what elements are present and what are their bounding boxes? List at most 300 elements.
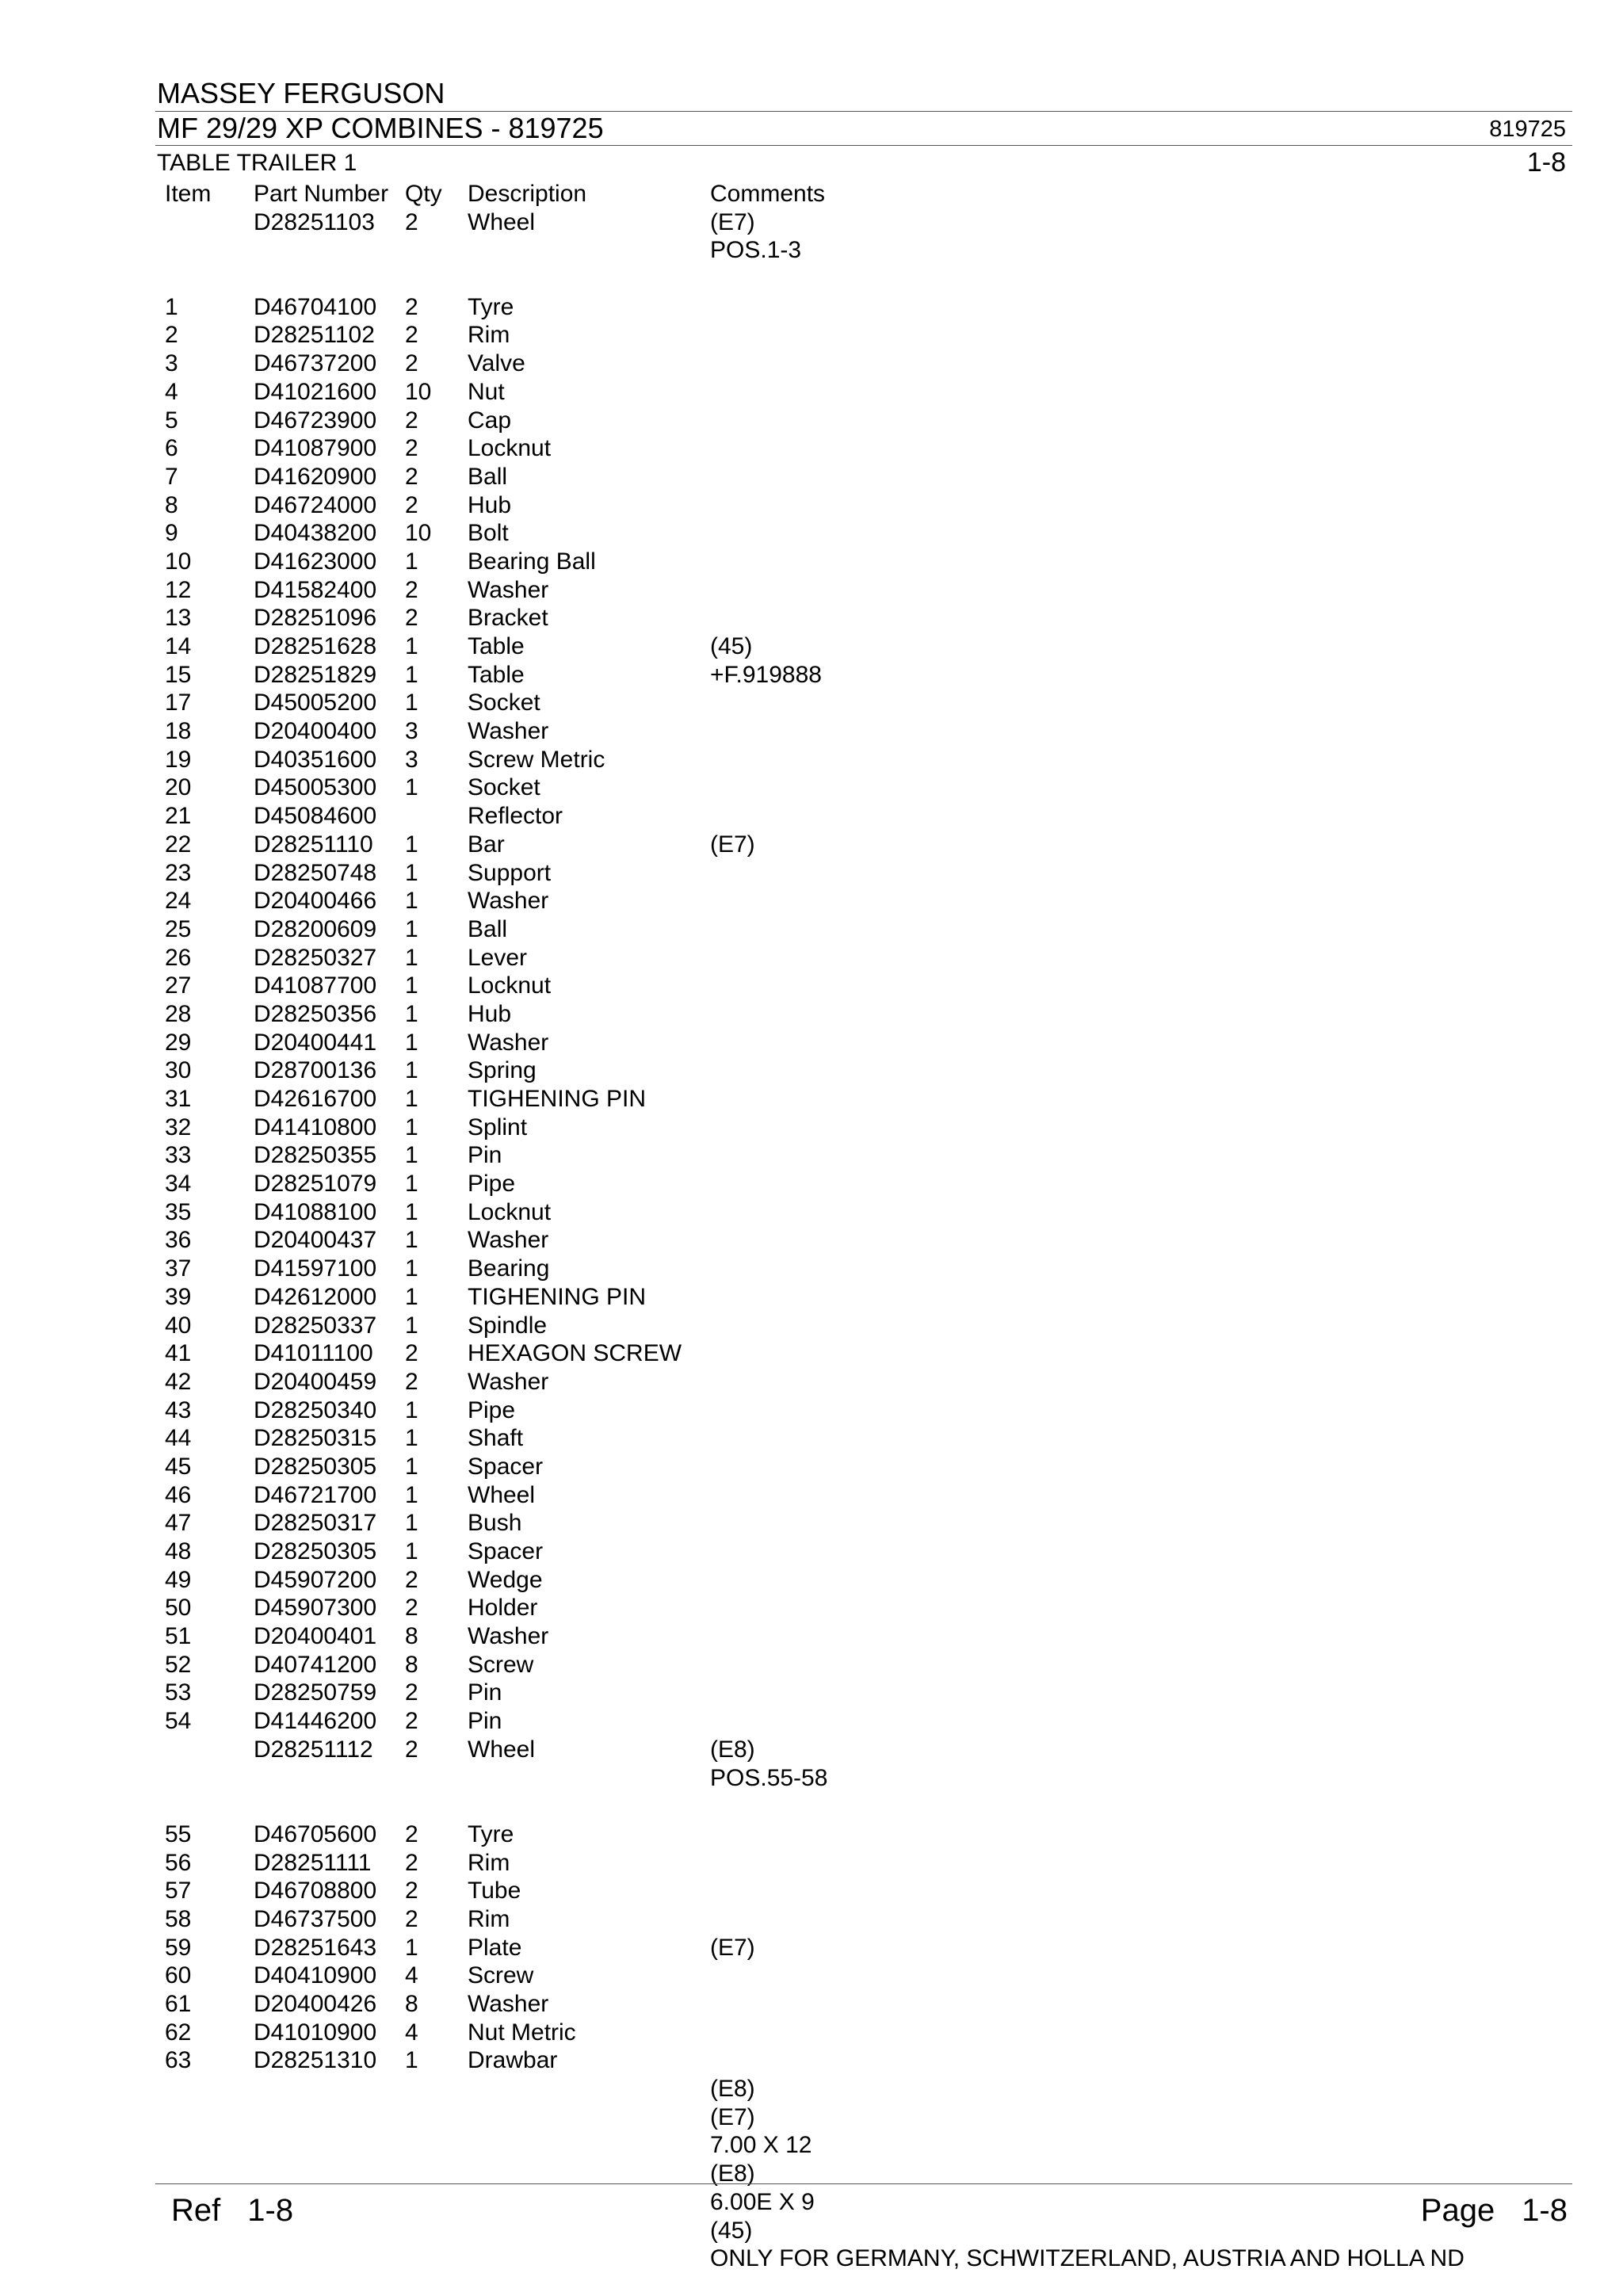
cell-item: 22 [165, 831, 192, 858]
cell-part-number: D41582400 [254, 576, 377, 603]
cell-qty: 2 [405, 491, 418, 518]
cell-part-number: D41620900 [254, 463, 377, 490]
cell-item: 36 [165, 1227, 192, 1254]
cell-part-number: D20400400 [254, 718, 377, 745]
cell-part-number: D28251112 [254, 1736, 373, 1763]
footer-page-value: 1-8 [1522, 2193, 1568, 2228]
cell-qty: 1 [405, 548, 418, 575]
cell-item: 28 [165, 1000, 192, 1027]
cell-qty: 3 [405, 746, 418, 773]
cell-comments: ONLY FOR GERMANY, SCHWITZERLAND, AUSTRIA AND HOLLA ND [710, 2245, 1465, 2272]
cell-comments: (E8) [710, 2160, 755, 2187]
table-row [165, 2046, 1575, 2075]
table-row [165, 293, 1575, 322]
cell-description: Rim [468, 1849, 510, 1876]
cell-item: 8 [165, 491, 178, 518]
cell-description: Spring [468, 1057, 537, 1084]
cell-description: Washer [468, 576, 549, 603]
cell-item: 47 [165, 1510, 192, 1537]
cell-description: TIGHENING PIN [468, 1283, 647, 1310]
cell-part-number: D20400401 [254, 1623, 377, 1650]
cell-part-number: D20400437 [254, 1227, 377, 1254]
cell-qty: 2 [405, 1708, 418, 1735]
cell-comments: (E7) [710, 831, 755, 858]
cell-comments: (E7) [710, 2103, 755, 2130]
cell-item: 42 [165, 1368, 192, 1395]
cell-qty: 10 [405, 378, 432, 405]
table-row [165, 689, 1575, 717]
cell-item: 44 [165, 1425, 192, 1452]
table-row [165, 2244, 1575, 2273]
cell-item: 7 [165, 463, 178, 490]
cell-item: 30 [165, 1057, 192, 1084]
cell-item: 56 [165, 1849, 192, 1876]
column-header-item: Item [165, 181, 212, 207]
cell-item: 63 [165, 2047, 192, 2074]
table-row [165, 407, 1575, 435]
cell-qty: 1 [405, 1538, 418, 1564]
cell-qty: 2 [405, 1820, 418, 1847]
cell-part-number: D41088100 [254, 1198, 377, 1225]
table-row [165, 1509, 1575, 1538]
cell-description: Hub [468, 1000, 512, 1027]
table-row [165, 1566, 1575, 1595]
cell-item: 1 [165, 293, 178, 320]
cell-part-number: D41087900 [254, 435, 377, 462]
cell-item: 5 [165, 407, 178, 434]
table-row [165, 1114, 1575, 1142]
table-row [165, 1085, 1575, 1114]
cell-qty: 1 [405, 1198, 418, 1225]
cell-part-number: D28251110 [254, 831, 373, 858]
cell-description: Pin [468, 1679, 502, 1706]
cell-part-number: D28250759 [254, 1679, 377, 1706]
cell-item: 21 [165, 803, 192, 830]
cell-description: Washer [468, 1623, 549, 1650]
cell-item: 2 [165, 322, 178, 349]
document-number: 819725 [1489, 117, 1566, 142]
cell-part-number: D20400426 [254, 1991, 377, 2017]
cell-part-number: D28251079 [254, 1171, 377, 1198]
cell-item: 57 [165, 1878, 192, 1904]
cell-item: 48 [165, 1538, 192, 1564]
cell-qty: 4 [405, 2019, 418, 2046]
column-header-part-number: Part Number [254, 181, 389, 207]
table-row [165, 491, 1575, 520]
cell-item: 6 [165, 435, 178, 462]
table-row [165, 1424, 1575, 1453]
table-row [165, 236, 1575, 265]
cell-part-number: D28250327 [254, 944, 377, 971]
cell-item: 49 [165, 1566, 192, 1593]
footer-page [1421, 2191, 1568, 2229]
table-row [165, 831, 1575, 859]
table-row [165, 2217, 1575, 2245]
cell-qty: 1 [405, 774, 418, 801]
cell-item: 59 [165, 1934, 192, 1961]
cell-qty: 1 [405, 1312, 418, 1339]
cell-description: Pin [468, 1142, 502, 1169]
cell-description: Support [468, 859, 552, 886]
cell-qty: 2 [405, 1679, 418, 1706]
cell-part-number: D28250355 [254, 1142, 377, 1169]
cell-part-number: D20400466 [254, 888, 377, 915]
cell-part-number: D46704100 [254, 293, 377, 320]
footer-page-label: Page [1420, 2193, 1495, 2228]
table-row [165, 632, 1575, 661]
cell-part-number: D28251310 [254, 2047, 377, 2074]
table-row [165, 1679, 1575, 1707]
cell-part-number: D46705600 [254, 1820, 377, 1847]
cell-comments: POS.1-3 [710, 237, 802, 264]
cell-item: 26 [165, 944, 192, 971]
cell-comments: 7.00 X 12 [710, 2132, 812, 2159]
cell-part-number: D45084600 [254, 803, 377, 830]
table-row [165, 434, 1575, 463]
cell-part-number: D45005300 [254, 774, 377, 801]
cell-part-number: D45005200 [254, 690, 377, 716]
table-row [165, 1396, 1575, 1425]
table-row [165, 1255, 1575, 1283]
cell-part-number: D41597100 [254, 1255, 377, 1282]
cell-part-number: D40410900 [254, 1962, 377, 1989]
cell-description: Socket [468, 690, 540, 716]
cell-qty: 2 [405, 1368, 418, 1395]
footer-rule [155, 2183, 1572, 2184]
cell-qty: 1 [405, 661, 418, 688]
cell-part-number: D28251096 [254, 605, 377, 632]
cell-part-number: D46721700 [254, 1481, 377, 1508]
cell-item: 34 [165, 1171, 192, 1198]
cell-item: 61 [165, 1991, 192, 2017]
cell-qty: 1 [405, 1255, 418, 1282]
cell-description: Washer [468, 1227, 549, 1254]
cell-description: Valve [468, 350, 525, 377]
cell-item: 17 [165, 690, 192, 716]
cell-part-number: D41087700 [254, 972, 377, 999]
cell-part-number: D28251102 [254, 322, 375, 349]
cell-item: 24 [165, 888, 192, 915]
cell-qty: 8 [405, 1623, 418, 1650]
cell-part-number: D20400459 [254, 1368, 377, 1395]
cell-qty: 1 [405, 1029, 418, 1056]
cell-part-number: D42612000 [254, 1283, 377, 1310]
cell-item: 37 [165, 1255, 192, 1282]
header-rule-bottom [155, 145, 1572, 146]
cell-qty: 1 [405, 1510, 418, 1537]
cell-description: Screw [468, 1651, 534, 1678]
cell-description: Wheel [468, 1736, 536, 1763]
cell-item: 14 [165, 633, 192, 659]
cell-qty: 1 [405, 944, 418, 971]
table-row [165, 2019, 1575, 2047]
cell-comments: (E8) [710, 1736, 755, 1763]
cell-qty: 2 [405, 463, 418, 490]
cell-description: Socket [468, 774, 540, 801]
cell-item: 3 [165, 350, 178, 377]
cell-qty: 1 [405, 1057, 418, 1084]
cell-description: Drawbar [468, 2047, 558, 2074]
cell-item: 45 [165, 1453, 192, 1480]
cell-qty: 1 [405, 859, 418, 886]
table-row [165, 944, 1575, 972]
cell-description: Ball [468, 463, 508, 490]
cell-qty: 2 [405, 322, 418, 349]
cell-description: Ball [468, 915, 508, 942]
cell-part-number: D45907300 [254, 1595, 377, 1622]
table-row [165, 1877, 1575, 1905]
cell-description: Shaft [468, 1425, 524, 1452]
table-row [165, 519, 1575, 548]
cell-item: 4 [165, 378, 178, 405]
table-row [165, 1453, 1575, 1481]
cell-qty: 1 [405, 1481, 418, 1508]
table-row [165, 321, 1575, 350]
cell-part-number: D42616700 [254, 1086, 377, 1112]
table-row [165, 802, 1575, 831]
cell-part-number: D46737500 [254, 1905, 377, 1932]
cell-qty: 1 [405, 1000, 418, 1027]
table-row [165, 1792, 1575, 1820]
cell-part-number: D28251643 [254, 1934, 377, 1961]
cell-item: 41 [165, 1340, 192, 1367]
cell-part-number: D28250337 [254, 1312, 377, 1339]
page-reference-top: 1-8 [1526, 147, 1566, 178]
cell-part-number: D28250340 [254, 1396, 377, 1423]
cell-description: Nut [468, 378, 505, 405]
cell-description: Washer [468, 1368, 549, 1395]
cell-description: Rim [468, 322, 510, 349]
cell-description: Washer [468, 1029, 549, 1056]
cell-qty: 1 [405, 633, 418, 659]
cell-item: 51 [165, 1623, 192, 1650]
cell-description: Washer [468, 718, 549, 745]
cell-item: 13 [165, 605, 192, 632]
cell-description: Bearing Ball [468, 548, 596, 575]
table-row [165, 1368, 1575, 1396]
cell-part-number: D41623000 [254, 548, 377, 575]
cell-comments: (45) [710, 2217, 753, 2244]
cell-description: Screw Metric [468, 746, 605, 773]
table-row [165, 350, 1575, 378]
table-row [165, 1820, 1575, 1849]
cell-description: TIGHENING PIN [468, 1086, 647, 1112]
cell-description: Table [468, 661, 525, 688]
cell-qty: 2 [405, 1878, 418, 1904]
cell-qty: 1 [405, 1453, 418, 1480]
table-body [165, 208, 1575, 2273]
cell-qty: 1 [405, 1227, 418, 1254]
cell-part-number: D28250305 [254, 1538, 377, 1564]
cell-qty: 1 [405, 915, 418, 942]
parts-table [165, 180, 1575, 2273]
table-row [165, 1707, 1575, 1736]
cell-description: Tyre [468, 1820, 514, 1847]
table-row [165, 1962, 1575, 1990]
cell-description: Nut Metric [468, 2019, 576, 2046]
table-row [165, 1226, 1575, 1255]
cell-description: Tyre [468, 293, 514, 320]
cell-part-number: D46724000 [254, 491, 377, 518]
cell-part-number: D41010900 [254, 2019, 377, 2046]
cell-description: Locknut [468, 1198, 552, 1225]
document-title: MF 29/29 XP COMBINES - 819725 [157, 112, 604, 144]
table-row [165, 887, 1575, 915]
table-row [165, 576, 1575, 605]
table-row [165, 1651, 1575, 1679]
cell-item: 32 [165, 1114, 192, 1140]
table-row [165, 604, 1575, 632]
column-header-comments: Comments [710, 181, 826, 207]
cell-qty: 2 [405, 407, 418, 434]
cell-qty: 1 [405, 1171, 418, 1198]
table-row [165, 2188, 1575, 2217]
table-row [165, 1170, 1575, 1198]
cell-qty: 2 [405, 576, 418, 603]
cell-qty: 4 [405, 1962, 418, 1989]
cell-part-number: D28700136 [254, 1057, 377, 1084]
table-row [165, 1736, 1575, 1764]
cell-description: Wheel [468, 1481, 536, 1508]
cell-item: 25 [165, 915, 192, 942]
cell-item: 18 [165, 718, 192, 745]
footer-ref-label: Ref [171, 2193, 221, 2228]
cell-qty: 1 [405, 1396, 418, 1423]
cell-item: 10 [165, 548, 192, 575]
cell-item: 33 [165, 1142, 192, 1169]
cell-part-number: D46723900 [254, 407, 377, 434]
table-row [165, 717, 1575, 746]
cell-description: HEXAGON SCREW [468, 1340, 682, 1367]
cell-item: 50 [165, 1595, 192, 1622]
footer-ref-value: 1-8 [247, 2193, 294, 2228]
cell-description: Wedge [468, 1566, 543, 1593]
cell-description: Pin [468, 1708, 502, 1735]
cell-description: Reflector [468, 803, 563, 830]
cell-item: 53 [165, 1679, 192, 1706]
brand-name: MASSEY FERGUSON [157, 77, 445, 109]
cell-description: Tube [468, 1878, 521, 1904]
cell-item: 39 [165, 1283, 192, 1310]
cell-description: Hub [468, 491, 512, 518]
cell-description: Washer [468, 888, 549, 915]
cell-part-number: D41446200 [254, 1708, 377, 1735]
cell-item: 15 [165, 661, 192, 688]
cell-qty: 2 [405, 1566, 418, 1593]
cell-qty: 2 [405, 1849, 418, 1876]
table-row [165, 1764, 1575, 1793]
cell-part-number: D28250305 [254, 1453, 377, 1480]
cell-qty: 1 [405, 2047, 418, 2074]
cell-item: 35 [165, 1198, 192, 1225]
cell-part-number: D28251628 [254, 633, 377, 659]
cell-qty: 2 [405, 605, 418, 632]
cell-description: Pipe [468, 1171, 516, 1198]
table-row [165, 859, 1575, 888]
cell-comments: 6.00E X 9 [710, 2188, 815, 2215]
cell-description: Bracket [468, 605, 548, 632]
cell-description: Spindle [468, 1312, 548, 1339]
cell-item: 60 [165, 1962, 192, 1989]
cell-part-number: D40438200 [254, 520, 377, 547]
cell-qty: 2 [405, 435, 418, 462]
cell-part-number: D46737200 [254, 350, 377, 377]
cell-qty: 2 [405, 1736, 418, 1763]
cell-qty: 1 [405, 831, 418, 858]
cell-item: 12 [165, 576, 192, 603]
table-row [165, 2103, 1575, 2132]
table-row [165, 1141, 1575, 1170]
column-header-description: Description [468, 181, 587, 207]
cell-part-number: D28251111 [254, 1849, 372, 1876]
cell-item: 29 [165, 1029, 192, 1056]
cell-qty: 1 [405, 1114, 418, 1140]
table-row [165, 463, 1575, 491]
cell-description: Bearing [468, 1255, 550, 1282]
cell-description: Washer [468, 1991, 549, 2017]
cell-part-number: D28250315 [254, 1425, 377, 1452]
cell-description: Splint [468, 1114, 528, 1140]
cell-item: 58 [165, 1905, 192, 1932]
table-row [165, 1849, 1575, 1878]
cell-item: 19 [165, 746, 192, 773]
table-row [165, 1538, 1575, 1566]
table-row [165, 1594, 1575, 1622]
table-row [165, 661, 1575, 690]
cell-comments: (45) [710, 633, 753, 659]
cell-description: Locknut [468, 435, 552, 462]
table-row [165, 746, 1575, 774]
table-row [165, 972, 1575, 1000]
table-row [165, 2075, 1575, 2103]
table-row [165, 1029, 1575, 1057]
table-row [165, 548, 1575, 576]
cell-item: 31 [165, 1086, 192, 1112]
table-row [165, 915, 1575, 944]
cell-part-number: D28251829 [254, 661, 377, 688]
cell-item: 43 [165, 1396, 192, 1423]
cell-qty: 1 [405, 888, 418, 915]
cell-qty: 1 [405, 1142, 418, 1169]
cell-comments: (E8) [710, 2076, 755, 2103]
cell-qty: 2 [405, 1595, 418, 1622]
cell-qty: 1 [405, 1425, 418, 1452]
cell-description: Screw [468, 1962, 534, 1989]
column-header-qty: Qty [405, 181, 442, 207]
cell-part-number: D40741200 [254, 1651, 377, 1678]
cell-item: 40 [165, 1312, 192, 1339]
cell-part-number: D28250748 [254, 859, 377, 886]
footer-ref [171, 2191, 293, 2229]
table-row [165, 1283, 1575, 1312]
section-title: TABLE TRAILER 1 [157, 150, 357, 176]
cell-description: Cap [468, 407, 512, 434]
cell-qty: 8 [405, 1991, 418, 2017]
cell-qty: 1 [405, 1934, 418, 1961]
cell-qty: 1 [405, 1283, 418, 1310]
cell-part-number: D46708800 [254, 1878, 377, 1904]
table-row [165, 1905, 1575, 1934]
cell-comments: +F.919888 [710, 661, 822, 688]
cell-comments: (E7) [710, 208, 755, 235]
cell-comments: (E7) [710, 1934, 755, 1961]
table-row [165, 2131, 1575, 2160]
cell-part-number: D28250356 [254, 1000, 377, 1027]
cell-qty: 2 [405, 1905, 418, 1932]
cell-qty: 2 [405, 1340, 418, 1367]
table-row [165, 208, 1575, 237]
cell-description: Spacer [468, 1453, 544, 1480]
